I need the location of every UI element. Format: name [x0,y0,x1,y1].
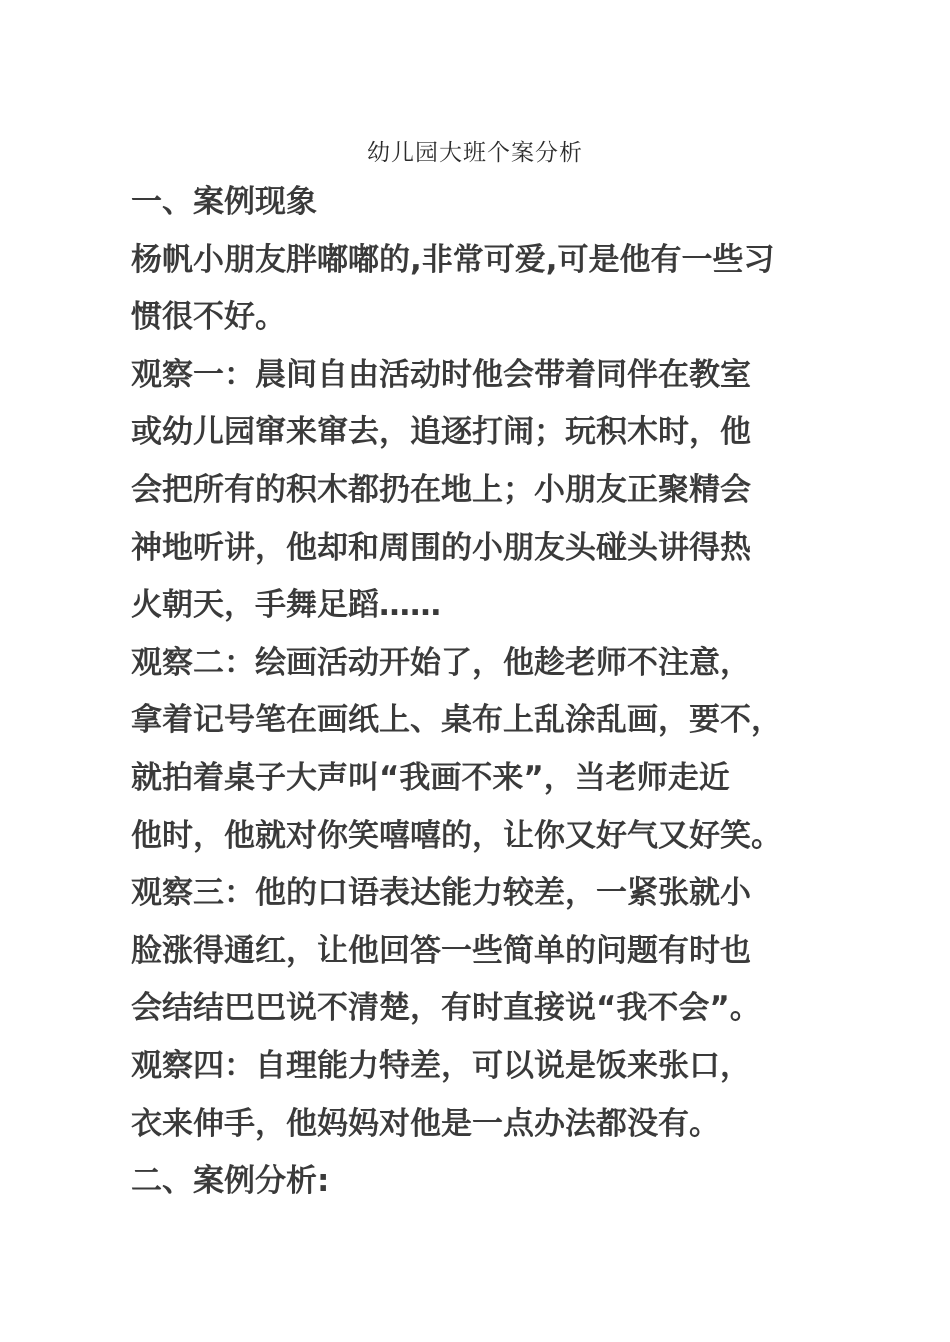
paragraph-line: 火朝天，手舞足蹈…… [131,587,441,624]
observation-three-line: 观察三：他的口语表达能力较差，一紧张就小 [131,875,751,912]
paragraph-line: 衣来伸手，他妈妈对他是一点办法都没有。 [131,1105,720,1142]
observation-two-line: 观察二：绘画活动开始了，他趁老师不注意， [131,644,751,681]
observation-four-line: 观察四：自理能力特差，可以说是饭来张口， [131,1047,751,1084]
paragraph-line: 或幼儿园窜来窜去，追逐打闹；玩积木时，他 [131,414,751,451]
paragraph-line: 就拍着桌子大声叫“我画不来”，当老师走近 [131,759,730,796]
paragraph-line: 神地听讲，他却和周围的小朋友头碰头讲得热 [131,529,751,566]
paragraph-line: 他时，他就对你笑嘻嘻的，让你又好气又好笑。 [131,817,782,854]
observation-one-line: 观察一：晨间自由活动时他会带着同伴在教室 [131,356,751,393]
paragraph-line: 杨帆小朋友胖嘟嘟的,非常可爱,可是他有一些习 [131,241,775,278]
paragraph-line: 会把所有的积木都扔在地上；小朋友正聚精会 [131,471,751,508]
paragraph-line: 拿着记号笔在画纸上、桌布上乱涂乱画，要不， [131,702,782,739]
document-title: 幼儿园大班个案分析 [367,140,583,166]
document-body [131,174,821,1211]
paragraph-line: 脸涨得通红，让他回答一些简单的问题有时也 [131,932,751,969]
paragraph-line: 惯很不好。 [131,299,286,336]
section-heading-case-phenomenon: 一、案例现象 [131,184,317,220]
section-heading-case-analysis: 二、案例分析: [131,1163,330,1200]
paragraph-line: 会结结巴巴说不清楚，有时直接说“我不会”。 [131,990,761,1027]
